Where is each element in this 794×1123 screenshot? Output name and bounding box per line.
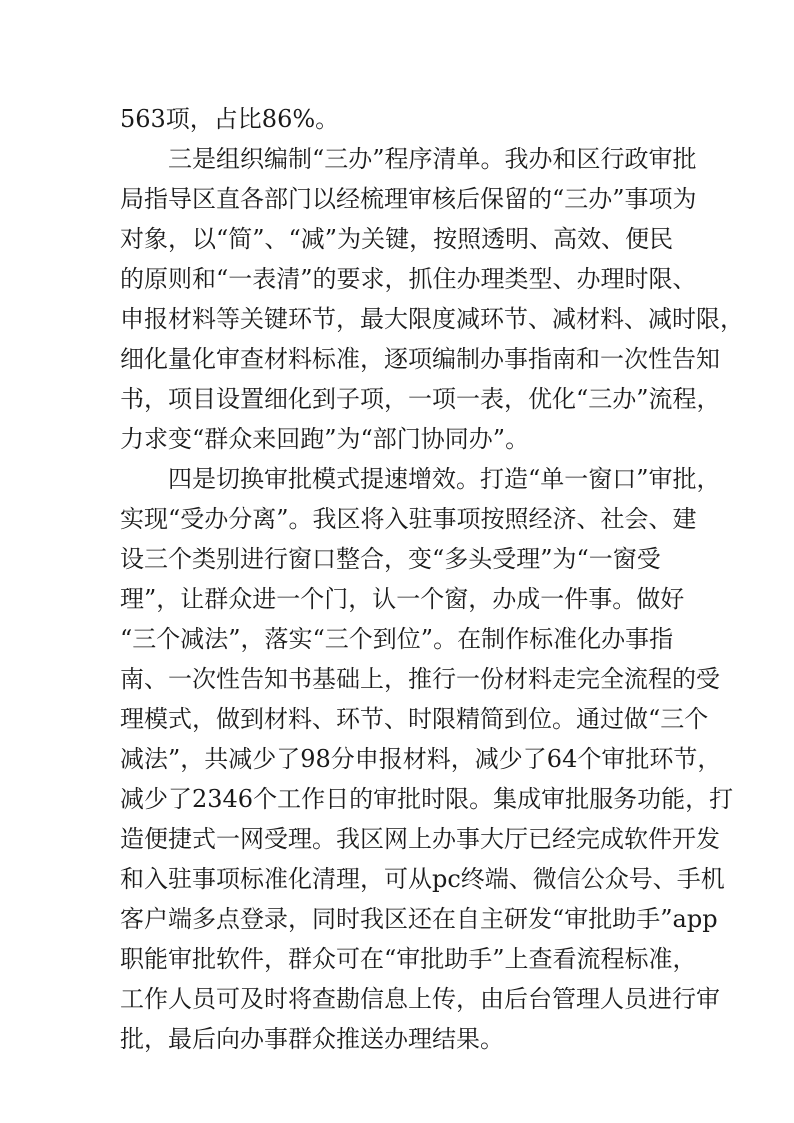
text-line: 工作人员可及时将查勘信息上传，由后台管理人员进行审 bbox=[120, 985, 720, 1013]
text-line: 力求变“群众来回跑”为“部门协同办”。 bbox=[120, 425, 530, 453]
text-line: 四是切换审批模式提速增效。打造“单一窗口”审批， bbox=[120, 465, 721, 493]
text-line: 设三个类别进行窗口整合，变“多头受理”为“一窗受 bbox=[120, 545, 661, 573]
text-line: 的原则和“一表清”的要求，抓住办理类型、办理时限、 bbox=[120, 265, 697, 293]
text-line: 563项，占比86%。 bbox=[120, 105, 340, 133]
text-line: 和入驻事项标准化清理，可从pc终端、微信公众号、手机 bbox=[120, 865, 725, 893]
text-line: 造便捷式一网受理。我区网上办事大厅已经完成软件开发 bbox=[120, 825, 720, 853]
text-line: 细化量化审查材料标准，逐项编制办事指南和一次性告知 bbox=[120, 345, 720, 373]
text-line: 减少了2346个工作日的审批时限。集成审批服务功能，打 bbox=[120, 785, 734, 813]
text-line: 理模式，做到材料、环节、时限精简到位。通过做“三个 bbox=[120, 705, 709, 733]
text-line: 理”，让群众进一个门，认一个窗，办成一件事。做好 bbox=[120, 585, 685, 613]
text-line: 对象，以“简”、“减”为关键，按照透明、高效、便民 bbox=[120, 225, 674, 253]
text-line: 客户端多点登录，同时我区还在自主研发“审批助手”app bbox=[120, 905, 718, 933]
text-line: 书，项目设置细化到子项，一项一表，优化“三办”流程， bbox=[120, 385, 721, 413]
text-line: 南、一次性告知书基础上，推行一份材料走完全流程的受 bbox=[120, 665, 720, 693]
text-line: 实现“受办分离”。我区将入驻事项按照经济、社会、建 bbox=[120, 505, 697, 533]
text-line: 申报材料等关键环节，最大限度减环节、减材料、减时限， bbox=[120, 305, 744, 333]
text-line: 批，最后向办事群众推送办理结果。 bbox=[120, 1025, 504, 1053]
text-line: 三是组织编制“三办”程序清单。我办和区行政审批 bbox=[120, 145, 697, 173]
text-line: 减法”，共减少了98分申报材料，减少了64个审批环节， bbox=[120, 745, 722, 773]
text-line: 局指导区直各部门以经梳理审核后保留的“三办”事项为 bbox=[120, 185, 697, 213]
text-line: 职能审批软件，群众可在“审批助手”上查看流程标准， bbox=[120, 945, 697, 973]
text-line: “三个减法”，落实“三个到位”。在制作标准化办事指 bbox=[120, 625, 674, 653]
